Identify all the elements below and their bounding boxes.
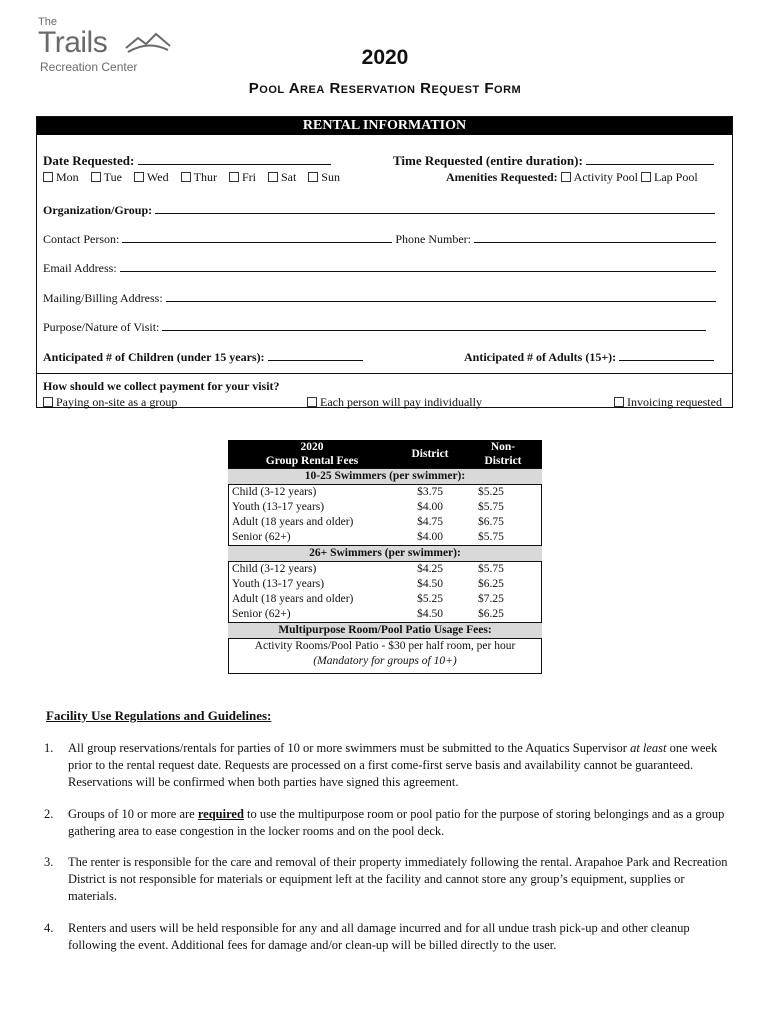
regulation-item-4 (44, 920, 734, 954)
purpose-label: Purpose/Nature of Visit: (43, 320, 163, 334)
contact-row (43, 230, 716, 247)
fee-row-district: $4.50 (417, 578, 443, 590)
payment-option-label: Paying on-site as a group (56, 395, 178, 409)
children-field[interactable] (268, 348, 363, 361)
table-row (228, 592, 542, 607)
day-sat[interactable] (268, 170, 296, 184)
logo-trails-text: Trails (38, 26, 108, 59)
form-title-text: Pool Area Reservation Request Form (248, 80, 522, 97)
fee-header-year: 2020 (300, 441, 324, 453)
item-number: 4. (44, 921, 54, 935)
checkbox-icon (641, 172, 651, 182)
contact-label: Contact Person: (43, 232, 123, 246)
date-requested-label: Date Requested: (43, 153, 138, 168)
phone-label: Phone Number: (395, 232, 474, 246)
payment-question: How should we collect payment for your visit? (43, 379, 280, 393)
item-text-part: Renters and users will be held responsible for any and all damage incurred and for all undue trash pick-up and other cleanup following the event. Additional fees for damage and/or clean-up will be billed directly to the user. (68, 921, 690, 952)
checkbox-icon (229, 172, 239, 182)
date-requested-field[interactable] (138, 152, 331, 165)
day-tue[interactable] (91, 170, 122, 184)
fee-header-non-district (464, 440, 542, 469)
fee-row-non-district: $6.25 (478, 608, 504, 620)
item-number: 1. (44, 741, 54, 755)
amenity-label: Activity Pool (573, 170, 638, 184)
table-row (228, 607, 542, 623)
fee-row-district: $4.00 (417, 531, 443, 543)
logo-subtitle: Recreation Center (40, 60, 138, 74)
organization-row (43, 201, 715, 218)
item-emphasis: at least (630, 741, 667, 755)
form-title (0, 80, 770, 97)
table-row (228, 530, 542, 546)
item-text-part: All group reservations/rentals for parties of 10 or more swimmers must be submitted to the Aquatics Supervisor (68, 741, 631, 755)
item-text (68, 740, 730, 791)
checkbox-icon (43, 172, 53, 182)
table-row (228, 485, 542, 501)
purpose-field[interactable] (162, 318, 706, 331)
mailing-row (43, 289, 716, 306)
regulation-item-2 (44, 806, 734, 840)
fee-row-label: Youth (13-17 years) (232, 578, 325, 590)
checkbox-icon (561, 172, 571, 182)
amenity-lap-pool[interactable] (641, 170, 698, 184)
fee-row-district: $4.50 (417, 608, 443, 620)
payment-option-label: Each person will pay individually (320, 395, 482, 409)
fee-row-district: $4.00 (417, 501, 443, 513)
item-text-part: Groups of 10 or more are (68, 807, 198, 821)
fee-section-26-plus (228, 546, 542, 562)
day-label: Sat (280, 170, 297, 184)
fee-row-non-district: $5.75 (478, 531, 504, 543)
fee-row-label: Child (3-12 years) (232, 563, 317, 575)
fee-header-district-word: District (484, 455, 522, 467)
form-year: 2020 (361, 46, 409, 69)
fee-row-non-district: $7.25 (478, 593, 504, 605)
item-text-part: to use the multipurpose room or pool patio for the purpose of storing belongings and as a group gathering area to ease congestion in the locker rooms and on the pool deck. (68, 807, 725, 838)
amenities-row (446, 170, 698, 185)
days-checkboxes (43, 170, 340, 185)
fee-row-district: $4.75 (417, 516, 443, 528)
fee-row-district: $4.25 (417, 563, 443, 575)
table-row (228, 654, 542, 669)
day-label: Fri (241, 170, 256, 184)
fee-row-label: Senior (62+) (232, 608, 291, 620)
mailing-label: Mailing/Billing Address: (43, 291, 166, 305)
checkbox-icon (308, 172, 318, 182)
amenities-label: Amenities Requested: (446, 170, 558, 184)
checkbox-icon (43, 397, 53, 407)
fee-row-label: Senior (62+) (232, 531, 291, 543)
fee-row-non-district: $5.25 (478, 486, 504, 498)
fee-section-label: 10-25 Swimmers (per swimmer): (228, 469, 542, 485)
day-thur[interactable] (181, 170, 217, 184)
item-text (68, 854, 730, 905)
fee-row-non-district: $5.75 (478, 563, 504, 575)
fee-row-district: $5.25 (417, 593, 443, 605)
fee-header-district: District (396, 440, 464, 469)
phone-field[interactable] (474, 230, 716, 243)
rental-information-header: RENTAL INFORMATION (37, 117, 732, 135)
table-row (228, 577, 542, 592)
checkbox-icon (134, 172, 144, 182)
date-requested-row (43, 152, 331, 169)
adults-field[interactable] (619, 348, 714, 361)
item-number: 3. (44, 855, 54, 869)
room-fee-note: (Mandatory for groups of 10+) (313, 655, 457, 667)
fee-section-multipurpose (228, 623, 542, 639)
checkbox-icon (614, 397, 624, 407)
fee-header-non: Non- (490, 441, 516, 453)
day-fri[interactable] (229, 170, 256, 184)
fee-row-non-district: $6.25 (478, 578, 504, 590)
children-row (43, 348, 363, 365)
fee-row-non-district: $6.75 (478, 516, 504, 528)
item-text-part: The renter is responsible for the care and removal of their property immediately following the rental. Arapahoe Park and Recreation District is not responsible for materials or equipment left at the facility and cannot store any group’s equipment, supplies or materials. (68, 855, 728, 903)
fee-section-label: 26+ Swimmers (per swimmer): (228, 546, 542, 562)
table-row (228, 500, 542, 515)
table-row (228, 515, 542, 530)
divider (37, 373, 732, 374)
organization-field[interactable] (155, 201, 715, 214)
logo-the-text: The (38, 16, 57, 28)
mailing-field[interactable] (166, 289, 716, 302)
checkbox-icon (268, 172, 278, 182)
day-label: Tue (103, 170, 122, 184)
room-fee-text: Activity Rooms/Pool Patio - $30 per half room, per hour (254, 640, 516, 652)
fee-row-label: Adult (18 years and older) (232, 593, 354, 605)
payment-option-label: Invoicing requested (627, 395, 722, 409)
amenity-label: Lap Pool (654, 170, 698, 184)
purpose-row (43, 318, 706, 335)
fee-row-label: Adult (18 years and older) (232, 516, 354, 528)
email-field[interactable] (120, 259, 716, 272)
organization-label: Organization/Group: (43, 203, 156, 217)
children-label: Anticipated # of Children (under 15 years): (43, 350, 268, 364)
day-label: Thur (193, 170, 217, 184)
day-wed[interactable] (134, 170, 169, 184)
checkbox-icon (91, 172, 101, 182)
fee-section-label: Multipurpose Room/Pool Patio Usage Fees: (228, 623, 542, 639)
fee-row-label: Child (3-12 years) (232, 486, 317, 498)
fee-row-non-district: $5.75 (478, 501, 504, 513)
item-number: 2. (44, 807, 54, 821)
item-text-part: one week prior to the rental request date. Requests are processed on a first come-first serve basis and availability cannot be guaranteed. Reservations will be confirmed when both parties have signed this agreement. (68, 741, 718, 789)
checkbox-icon (181, 172, 191, 182)
day-label: Wed (146, 170, 169, 184)
time-requested-row (393, 152, 714, 169)
item-text (68, 920, 730, 954)
payment-individual[interactable] (307, 395, 482, 410)
fee-table-header (228, 440, 542, 469)
adults-label: Anticipated # of Adults (15+): (464, 350, 620, 364)
fee-header-col1 (228, 440, 396, 469)
fee-header-title: Group Rental Fees (265, 455, 359, 467)
contact-field[interactable] (122, 230, 392, 243)
item-emphasis: required (197, 807, 244, 821)
email-label: Email Address: (43, 261, 120, 275)
email-row (43, 259, 716, 276)
payment-invoice[interactable] (614, 395, 722, 410)
fee-section-10-25 (228, 469, 542, 485)
table-row (228, 639, 542, 655)
day-label: Sun (321, 170, 340, 184)
table-row (228, 562, 542, 578)
checkbox-icon (307, 397, 317, 407)
regulations-title: Facility Use Regulations and Guidelines: (46, 708, 272, 723)
time-requested-field[interactable] (586, 152, 714, 165)
item-text (68, 806, 730, 840)
amenity-activity-pool[interactable] (561, 170, 638, 184)
group-rental-fees-table (228, 440, 542, 669)
day-mon[interactable] (43, 170, 79, 184)
day-label: Mon (56, 170, 79, 184)
day-sun[interactable] (308, 170, 340, 184)
payment-onsite[interactable] (43, 395, 177, 410)
fee-row-district: $3.75 (417, 486, 443, 498)
regulation-item-3 (44, 854, 734, 906)
time-requested-label: Time Requested (entire duration): (393, 153, 587, 168)
adults-row (464, 348, 714, 365)
fee-row-label: Youth (13-17 years) (232, 501, 325, 513)
regulation-item-1 (44, 740, 734, 792)
